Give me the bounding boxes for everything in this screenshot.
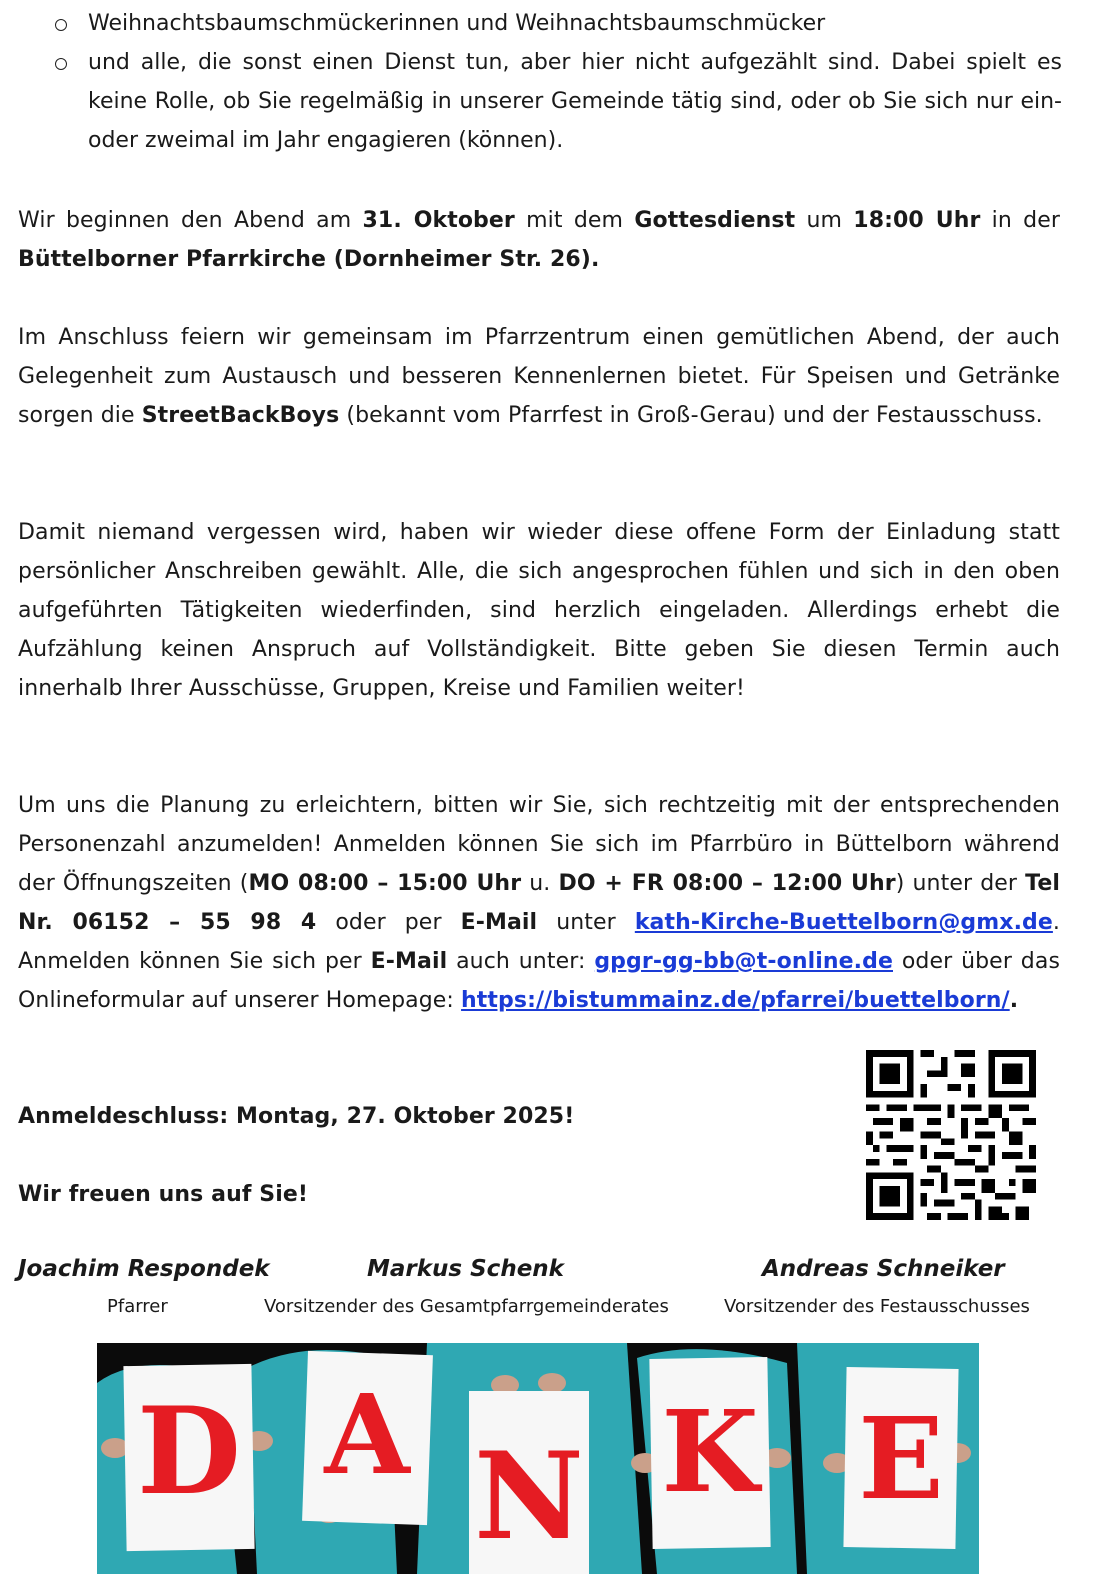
signature-name-pastor: Joachim Respondek xyxy=(18,1256,270,1282)
event-date: 31. Oktober xyxy=(362,208,515,233)
signature-role-committee: Vorsitzender des Festausschusses xyxy=(724,1296,1030,1317)
signature-name-council: Markus Schenk xyxy=(367,1256,564,1282)
email-link-parish[interactable]: kath-Kirche-Buettelborn@gmx.de xyxy=(634,910,1053,935)
phone-number: Tel Nr. 06152 – 55 98 4 xyxy=(18,871,1060,935)
paragraph-invitation: Damit niemand vergessen wird, haben wir wieder diese offene Form der Einladung statt persönlicher Anschreiben gewählt. Alle, die sich angesprochen fühlen und sich in den oben aufgeführten Tätigkeiten wiederfinden, sind herzlich eingeladen. Allerdings erhebt die Aufzählung keinen Anspruch auf Vollständigkeit. Bitte geben Sie diesen Termin auch innerhalb Ihrer Ausschüsse, Gruppen, Kreise und Familien weiter! xyxy=(18,520,1060,701)
letter-a: A xyxy=(324,1370,410,1499)
letter-n: N xyxy=(474,1426,584,1567)
list-item: und alle, die sonst einen Dienst tun, aber hier nicht aufgezählt sind. Dabei spielt es keine Rolle, ob Sie regelmäßig in unserer Gemeinde tätig sind, oder ob Sie sich nur ein- oder zweimal im Jahr engagieren (können). xyxy=(0,43,1062,160)
service-time: 18:00 Uhr xyxy=(853,208,981,233)
signature-role-pastor: Pfarrer xyxy=(107,1296,168,1317)
service-label: Gottesdienst xyxy=(634,208,796,233)
danke-photo xyxy=(97,1343,979,1574)
helper-list xyxy=(0,4,1062,160)
list-item: Weihnachtsbaumschmückerinnen und Weihnachtsbaumschmücker xyxy=(0,4,1062,43)
signature-role-council: Vorsitzender des Gesamtpfarrgemeinderates xyxy=(264,1296,669,1317)
homepage-link[interactable]: https://bistummainz.de/pfarrei/buettelborn/ xyxy=(461,988,1010,1013)
letter-d: D xyxy=(136,1381,242,1522)
letter-e: E xyxy=(858,1394,944,1525)
office-hours-2: DO + FR 08:00 – 12:00 Uhr xyxy=(558,871,896,896)
paragraph-service: Wir beginnen den Abend am 31. Oktober mit dem Gottesdienst um 18:00 Uhr in der Büttelborner Pfarrkirche (Dornheimer Str. 26). xyxy=(18,208,1061,272)
qr-code[interactable] xyxy=(866,1050,1036,1220)
caterer-name: StreetBackBoys xyxy=(141,403,340,428)
paragraph-evening: Im Anschluss feiern wir gemeinsam im Pfarrzentrum einen gemütlichen Abend, der auch Gelegenheit zum Austausch und besseren Kennenlernen bietet. Für Speisen und Getränke sorgen die StreetBackBoys (bekannt vom Pfarrfest in Groß-Gerau) und der Festausschuss. xyxy=(18,325,1060,428)
letter-k: K xyxy=(661,1387,759,1518)
email-link-council[interactable]: gpgr-gg-bb@t-online.de xyxy=(594,949,893,974)
closing-line: Wir freuen uns auf Sie! xyxy=(18,1182,309,1207)
paragraph-registration: Um uns die Planung zu erleichtern, bitten wir Sie, sich rechtzeitig mit der entsprechenden Personenzahl anzumelden! Anmelden können Sie sich im Pfarrbüro in Büttelborn während der Öffnungszeiten (MO 08:00 – 15:00 Uhr u. DO + FR 08:00 – 12:00 Uhr) unter der Tel Nr. 06152 – 55 98 4 oder per E-Mail unter kath-Kirche-Buettelborn@gmx.de. Anmelden können Sie sich per E-Mail auch unter: gpgr-gg-bb@t-online.de oder über das Onlineformular auf unserer Homepage: https://bistummainz.de/pfarrei/buettelborn/. xyxy=(18,793,1061,1013)
office-hours: MO 08:00 – 15:00 Uhr xyxy=(248,871,522,896)
service-place: Büttelborner Pfarrkirche (Dornheimer Str. 26). xyxy=(18,247,600,272)
signature-name-committee: Andreas Schneiker xyxy=(762,1256,1005,1282)
registration-deadline: Anmeldeschluss: Montag, 27. Oktober 2025! xyxy=(18,1104,575,1129)
